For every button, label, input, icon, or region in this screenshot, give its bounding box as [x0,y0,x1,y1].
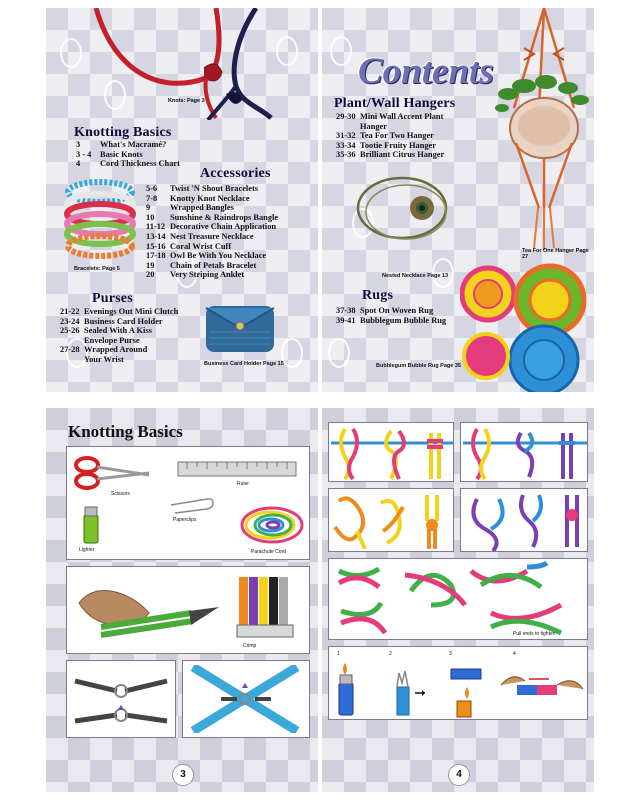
toc-item[interactable]: 39-41 Bubblegum Bubble Rug [336,315,447,325]
toc-item[interactable]: 10 Sunshine & Raindrops Bangle [146,212,279,222]
overhand-knot-icon [331,491,453,551]
parachute-cord-icon [237,503,307,547]
rugs-list [336,306,466,325]
toc-item[interactable]: 7-8 Knotty Knot Necklace [146,193,250,203]
tools-panel [66,446,310,560]
knots-caption: Knots: Page 3 [168,98,205,104]
crimp-panel [66,566,310,654]
business-card-holder-photo [200,298,280,358]
contents-title: Contents [358,51,494,92]
knot-diagram-reverse-lark [460,422,588,482]
crimp-cord-icon [235,575,297,641]
contents-left-page [46,8,318,392]
lighter-icon [81,505,101,545]
ruler-label: Ruler [237,481,249,487]
scissors-label: Scissors [111,491,130,497]
parachute-cord-label: Parachute Cord [251,549,287,555]
toc-item[interactable]: 27-28 Wrapped Around Your Wrist [60,345,148,364]
step-2: 2 [389,651,392,657]
step-4: 4 [513,651,516,657]
section-rugs-heading: Rugs [362,288,394,303]
toc-item[interactable]: 3 What's Macramé? [76,140,167,149]
tea-hanger-caption: Tea For One Hanger Page 27 [522,248,589,260]
toc-item[interactable]: 9 Wrapped Bangles [146,203,234,213]
melting-steps-icon [331,657,587,719]
toc-item[interactable]: 29-30 Mini Wall Accent Plant Hanger [336,112,444,131]
nested-necklace-caption: Nested Necklace Page 13 [382,273,449,279]
toc-item[interactable]: 23-24 Business Card Holder [60,316,163,326]
pliers-hand-icon [71,573,221,651]
knot-diagram-twist [328,558,588,640]
bracelets-caption: Bracelets: Page 5 [74,266,120,272]
business-card-caption: Business Card Holder Page 15 [204,361,284,367]
toc-item[interactable]: 37-38 Spot On Woven Rug [336,306,434,315]
toc-item[interactable]: 31-32 Tea For Two Hanger [336,131,434,141]
toc-item[interactable]: 20 Very Striping Anklet [146,270,245,280]
toc-item[interactable]: 13-14 Nest Treasure Necklace [146,231,254,241]
rugs-photo [460,260,594,392]
toc-item[interactable]: 25-26 Sealed With A Kiss Envelope Purse [60,326,152,345]
plant-hanger-photo [494,8,594,253]
toc-item[interactable]: 4 Cord Thickness Chart [76,159,180,169]
step-3: 3 [449,651,452,657]
section-accessories-heading: Accessories [200,166,271,181]
scissors-icon [73,453,153,493]
bubblegum-rug-caption: Bubblegum Bubble Rug Page 35 [376,363,461,369]
nested-necklace-photo [352,168,462,268]
accessories-list [146,184,316,280]
twist-knot-icon [331,561,587,639]
toc-item[interactable]: 35-36 Brilliant Citrus Hanger [336,150,445,160]
pliers-ring-icon [71,665,171,733]
section-purses-heading: Purses [92,291,133,306]
cross-cord-panel [182,660,310,738]
knotting-basics-spread [0,400,640,800]
page-number-left: 3 [172,764,194,786]
contents-right-page [322,8,594,392]
toc-item[interactable]: 11-12 Decorative Chain Application [146,222,277,232]
page-number-right: 4 [448,764,470,786]
purses-list [60,307,200,365]
pull-ends-label: Pull ends to tighten [513,631,556,637]
knot-diagram-lark-head [328,422,454,482]
toc-item[interactable]: 21-22 Evenings Out Mini Clutch [60,307,179,316]
crimp-label: Crimp [243,643,257,649]
step-1: 1 [337,651,340,657]
melting-steps-panel [328,646,588,720]
lark-head-knot-icon [331,425,453,481]
toc-item[interactable]: 15-16 Coral Wrist Cuff [146,241,232,251]
toc-item[interactable]: 5-6 Twist 'N Shout Bracelets [146,184,259,193]
basics-right-page [322,408,594,792]
page-title: Knotting Basics [68,422,183,441]
toc-item[interactable]: 19 Chain of Petals Bracelet [146,260,257,270]
ruler-icon [177,461,297,479]
section-knotting-basics-heading: Knotting Basics [74,125,172,140]
paperclips-label: Paperclips [173,517,197,523]
plant-hangers-list [336,112,486,160]
knotting-basics-list [76,140,196,169]
knot-diagram-overhand [328,488,454,552]
toc-item[interactable]: 17-18 Owl Be With You Necklace [146,251,267,261]
basics-left-page [46,408,318,792]
knot-diagram-square [460,488,588,552]
paperclips-icon [167,495,217,515]
toc-item[interactable]: 3 - 4 Basic Knots [76,149,143,159]
lighter-label: Lighter [79,547,95,553]
bracelets-photo [58,174,144,266]
reverse-lark-knot-icon [463,425,587,481]
pliers-ring-panel [66,660,176,738]
square-knot-icon [463,491,587,551]
cross-cord-icon [187,665,305,733]
section-plant-hangers-heading: Plant/Wall Hangers [334,96,456,111]
toc-item[interactable]: 33-34 Tootie Fruity Hanger [336,140,436,150]
